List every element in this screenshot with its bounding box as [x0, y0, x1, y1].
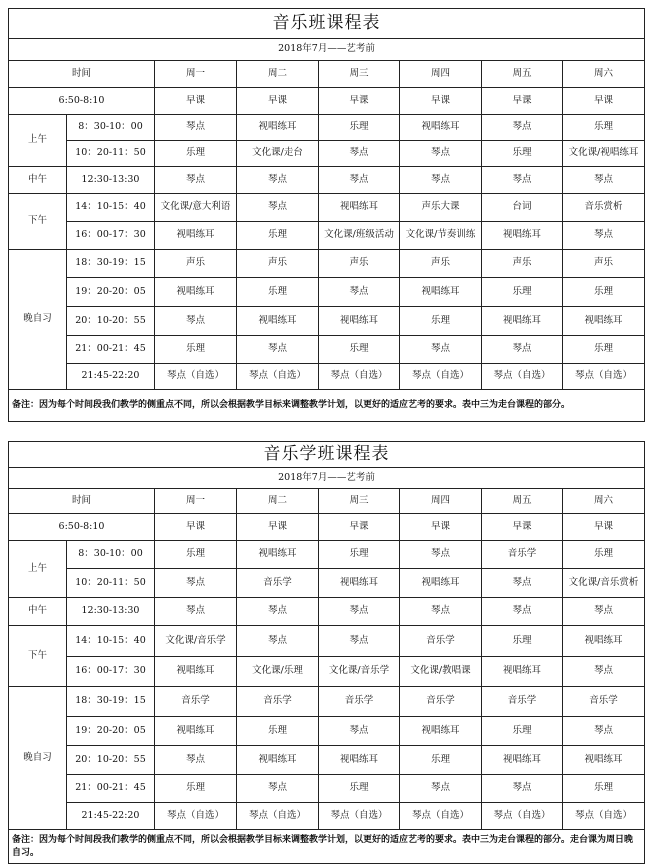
- course-cell: 文化课/班级活动: [319, 222, 400, 250]
- course-cell: 琴点: [482, 336, 563, 364]
- course-cell: 琴点（自选）: [400, 364, 482, 390]
- course-cell: 乐理: [237, 278, 319, 307]
- course-cell: 乐理: [319, 336, 400, 364]
- time-cell: 6:50-8:10: [9, 88, 155, 115]
- course-cell: 琴点: [155, 569, 237, 598]
- course-cell: 琴点: [237, 626, 319, 657]
- course-cell: 视唱练耳: [155, 278, 237, 307]
- period-label: 晚自习: [9, 687, 67, 830]
- course-cell: 乐理: [400, 307, 482, 336]
- course-cell: 音乐学: [319, 687, 400, 717]
- day-header: 周六: [563, 489, 645, 514]
- time-cell: 21:45-22:20: [67, 803, 155, 830]
- course-cell: 音乐学: [237, 569, 319, 598]
- course-cell: 声乐: [563, 250, 645, 278]
- table-title: 音乐班课程表: [9, 9, 645, 39]
- course-cell: 视唱练耳: [319, 569, 400, 598]
- time-header: 时间: [9, 489, 155, 514]
- course-cell: 琴点: [563, 167, 645, 194]
- course-cell: 琴点: [155, 598, 237, 626]
- period-label: 中午: [9, 167, 67, 194]
- time-cell: 12:30-13:30: [67, 598, 155, 626]
- course-cell: 乐理: [155, 336, 237, 364]
- course-cell: 早课: [155, 88, 237, 115]
- course-cell: 早课: [400, 514, 482, 541]
- period-label: 上午: [9, 115, 67, 167]
- period-label: 下午: [9, 626, 67, 687]
- course-cell: 视唱练耳: [400, 115, 482, 141]
- course-cell: 琴点: [482, 569, 563, 598]
- course-cell: 文化课/教唱课: [400, 657, 482, 687]
- course-cell: 文化课/乐理: [237, 657, 319, 687]
- course-cell: 声乐: [482, 250, 563, 278]
- course-cell: 视唱练耳: [319, 746, 400, 775]
- course-cell: 音乐学: [400, 687, 482, 717]
- course-cell: 视唱练耳: [237, 541, 319, 569]
- time-cell: 19：20-20：05: [67, 278, 155, 307]
- time-cell: 18：30-19：15: [67, 687, 155, 717]
- course-cell: 琴点: [482, 598, 563, 626]
- course-cell: 声乐: [155, 250, 237, 278]
- course-cell: 琴点（自选）: [237, 803, 319, 830]
- day-header: 周三: [319, 61, 400, 88]
- note: 备注：因为每个时间段我们教学的侧重点不同，所以会根据教学目标来调整教学计划，以更好的适应艺考的要求。表中三为走台课程的部分。: [9, 390, 645, 422]
- course-cell: 视唱练耳: [400, 569, 482, 598]
- course-cell: 琴点: [563, 222, 645, 250]
- course-cell: 视唱练耳: [319, 307, 400, 336]
- course-cell: 琴点（自选）: [319, 364, 400, 390]
- course-cell: 声乐: [400, 250, 482, 278]
- course-cell: 乐理: [563, 541, 645, 569]
- course-cell: 早课: [237, 514, 319, 541]
- course-cell: 琴点: [563, 717, 645, 746]
- course-cell: 声乐: [319, 250, 400, 278]
- course-cell: 声乐大课: [400, 194, 482, 222]
- day-header: 周三: [319, 489, 400, 514]
- course-cell: 乐理: [482, 717, 563, 746]
- course-cell: 琴点: [237, 598, 319, 626]
- time-cell: 18：30-19：15: [67, 250, 155, 278]
- course-cell: 视唱练耳: [563, 307, 645, 336]
- course-cell: 视唱练耳: [237, 746, 319, 775]
- course-cell: 视唱练耳: [400, 278, 482, 307]
- course-cell: 早课: [563, 514, 645, 541]
- course-cell: 乐理: [482, 278, 563, 307]
- course-cell: 乐理: [563, 775, 645, 803]
- course-cell: 琴点: [237, 167, 319, 194]
- day-header: 周五: [482, 61, 563, 88]
- course-cell: 视唱练耳: [400, 717, 482, 746]
- table-subtitle: 2018年7月——艺考前: [9, 39, 645, 61]
- course-cell: 文化课/走台: [237, 141, 319, 167]
- course-cell: 视唱练耳: [482, 657, 563, 687]
- course-cell: 视唱练耳: [319, 194, 400, 222]
- course-cell: 乐理: [155, 141, 237, 167]
- course-cell: 乐理: [400, 746, 482, 775]
- course-cell: 视唱练耳: [563, 626, 645, 657]
- schedule-table-music: [8, 8, 645, 422]
- course-cell: 音乐赏析: [563, 194, 645, 222]
- course-cell: 视唱练耳: [482, 746, 563, 775]
- time-cell: 19：20-20：05: [67, 717, 155, 746]
- day-header: 周四: [400, 489, 482, 514]
- schedule-table-musicology: [8, 441, 645, 864]
- course-cell: 琴点（自选）: [319, 803, 400, 830]
- course-cell: 琴点: [400, 141, 482, 167]
- table-divider: [0, 431, 651, 441]
- day-header: 周五: [482, 489, 563, 514]
- course-cell: 琴点: [319, 278, 400, 307]
- course-cell: 早课: [319, 88, 400, 115]
- period-label: 上午: [9, 541, 67, 598]
- time-cell: 6:50-8:10: [9, 514, 155, 541]
- course-cell: 琴点（自选）: [482, 803, 563, 830]
- course-cell: 琴点: [155, 746, 237, 775]
- course-cell: 声乐: [237, 250, 319, 278]
- course-cell: 琴点: [319, 141, 400, 167]
- course-cell: 琴点: [563, 598, 645, 626]
- course-cell: 台词: [482, 194, 563, 222]
- course-cell: 琴点: [237, 194, 319, 222]
- time-cell: 14：10-15：40: [67, 626, 155, 657]
- day-header: 周二: [237, 489, 319, 514]
- course-cell: 乐理: [482, 141, 563, 167]
- day-header: 周四: [400, 61, 482, 88]
- course-cell: 文化课/意大利语: [155, 194, 237, 222]
- course-cell: 琴点: [400, 336, 482, 364]
- period-label: 晚自习: [9, 250, 67, 390]
- time-cell: 20：10-20：55: [67, 307, 155, 336]
- course-cell: 视唱练耳: [563, 746, 645, 775]
- time-cell: 8：30-10：00: [67, 541, 155, 569]
- course-cell: 视唱练耳: [237, 115, 319, 141]
- course-cell: 文化课/音乐学: [155, 626, 237, 657]
- course-cell: 早课: [482, 514, 563, 541]
- course-cell: 琴点: [319, 717, 400, 746]
- course-cell: 琴点: [563, 657, 645, 687]
- time-cell: 10：20-11：50: [67, 141, 155, 167]
- course-cell: 琴点（自选）: [155, 364, 237, 390]
- day-header: 周二: [237, 61, 319, 88]
- course-cell: 琴点: [400, 167, 482, 194]
- course-cell: 琴点（自选）: [155, 803, 237, 830]
- course-cell: 琴点: [319, 167, 400, 194]
- course-cell: 文化课/音乐赏析: [563, 569, 645, 598]
- course-cell: 乐理: [319, 541, 400, 569]
- course-cell: 早课: [482, 88, 563, 115]
- course-cell: 文化课/视唱练耳: [563, 141, 645, 167]
- period-label: 中午: [9, 598, 67, 626]
- course-cell: 早课: [400, 88, 482, 115]
- course-cell: 视唱练耳: [482, 307, 563, 336]
- course-cell: 早课: [237, 88, 319, 115]
- course-cell: 琴点: [237, 775, 319, 803]
- course-cell: 乐理: [563, 278, 645, 307]
- time-cell: 21：00-21：45: [67, 775, 155, 803]
- course-cell: 乐理: [563, 336, 645, 364]
- course-cell: 早课: [563, 88, 645, 115]
- time-cell: 10：20-11：50: [67, 569, 155, 598]
- time-cell: 20：10-20：55: [67, 746, 155, 775]
- course-cell: 琴点: [400, 598, 482, 626]
- course-cell: 乐理: [482, 626, 563, 657]
- course-cell: 琴点: [482, 167, 563, 194]
- course-cell: 琴点（自选）: [400, 803, 482, 830]
- course-cell: 音乐学: [400, 626, 482, 657]
- course-cell: 琴点（自选）: [563, 364, 645, 390]
- course-cell: 琴点: [319, 598, 400, 626]
- course-cell: 视唱练耳: [155, 657, 237, 687]
- course-cell: 乐理: [319, 775, 400, 803]
- course-cell: 琴点: [237, 336, 319, 364]
- time-cell: 21：00-21：45: [67, 336, 155, 364]
- time-cell: 21:45-22:20: [67, 364, 155, 390]
- course-cell: 乐理: [237, 222, 319, 250]
- time-cell: 12:30-13:30: [67, 167, 155, 194]
- course-cell: 视唱练耳: [482, 222, 563, 250]
- course-cell: 乐理: [319, 115, 400, 141]
- course-cell: 琴点: [319, 626, 400, 657]
- course-cell: 音乐学: [237, 687, 319, 717]
- course-cell: 琴点（自选）: [237, 364, 319, 390]
- time-cell: 16：00-17：30: [67, 222, 155, 250]
- course-cell: 琴点（自选）: [482, 364, 563, 390]
- course-cell: 音乐学: [482, 687, 563, 717]
- day-header: 周六: [563, 61, 645, 88]
- course-cell: 早课: [319, 514, 400, 541]
- course-cell: 琴点: [482, 775, 563, 803]
- course-cell: 文化课/节奏训练: [400, 222, 482, 250]
- course-cell: 乐理: [155, 775, 237, 803]
- course-cell: 早课: [155, 514, 237, 541]
- course-cell: 琴点: [482, 115, 563, 141]
- course-cell: 视唱练耳: [155, 222, 237, 250]
- day-header: 周一: [155, 489, 237, 514]
- course-cell: 音乐学: [482, 541, 563, 569]
- table-title: 音乐学班课程表: [9, 442, 645, 468]
- time-cell: 16：00-17：30: [67, 657, 155, 687]
- course-cell: 视唱练耳: [155, 717, 237, 746]
- course-cell: 音乐学: [155, 687, 237, 717]
- table-subtitle: 2018年7月——艺考前: [9, 468, 645, 489]
- course-cell: 乐理: [563, 115, 645, 141]
- course-cell: 琴点: [400, 541, 482, 569]
- course-cell: 文化课/音乐学: [319, 657, 400, 687]
- course-cell: 琴点: [400, 775, 482, 803]
- course-cell: 琴点（自选）: [563, 803, 645, 830]
- period-label: 下午: [9, 194, 67, 250]
- course-cell: 乐理: [155, 541, 237, 569]
- course-cell: 音乐学: [563, 687, 645, 717]
- time-cell: 8：30-10：00: [67, 115, 155, 141]
- course-cell: 琴点: [155, 167, 237, 194]
- course-cell: 琴点: [155, 115, 237, 141]
- time-header: 时间: [9, 61, 155, 88]
- time-cell: 14：10-15：40: [67, 194, 155, 222]
- day-header: 周一: [155, 61, 237, 88]
- note: 备注：因为每个时间段我们教学的侧重点不同，所以会根据教学目标来调整教学计划，以更好的适应艺考的要求。表中三为走台课程的部分。走台课为周日晚自习。: [9, 830, 645, 864]
- course-cell: 乐理: [237, 717, 319, 746]
- course-cell: 视唱练耳: [237, 307, 319, 336]
- course-cell: 琴点: [155, 307, 237, 336]
